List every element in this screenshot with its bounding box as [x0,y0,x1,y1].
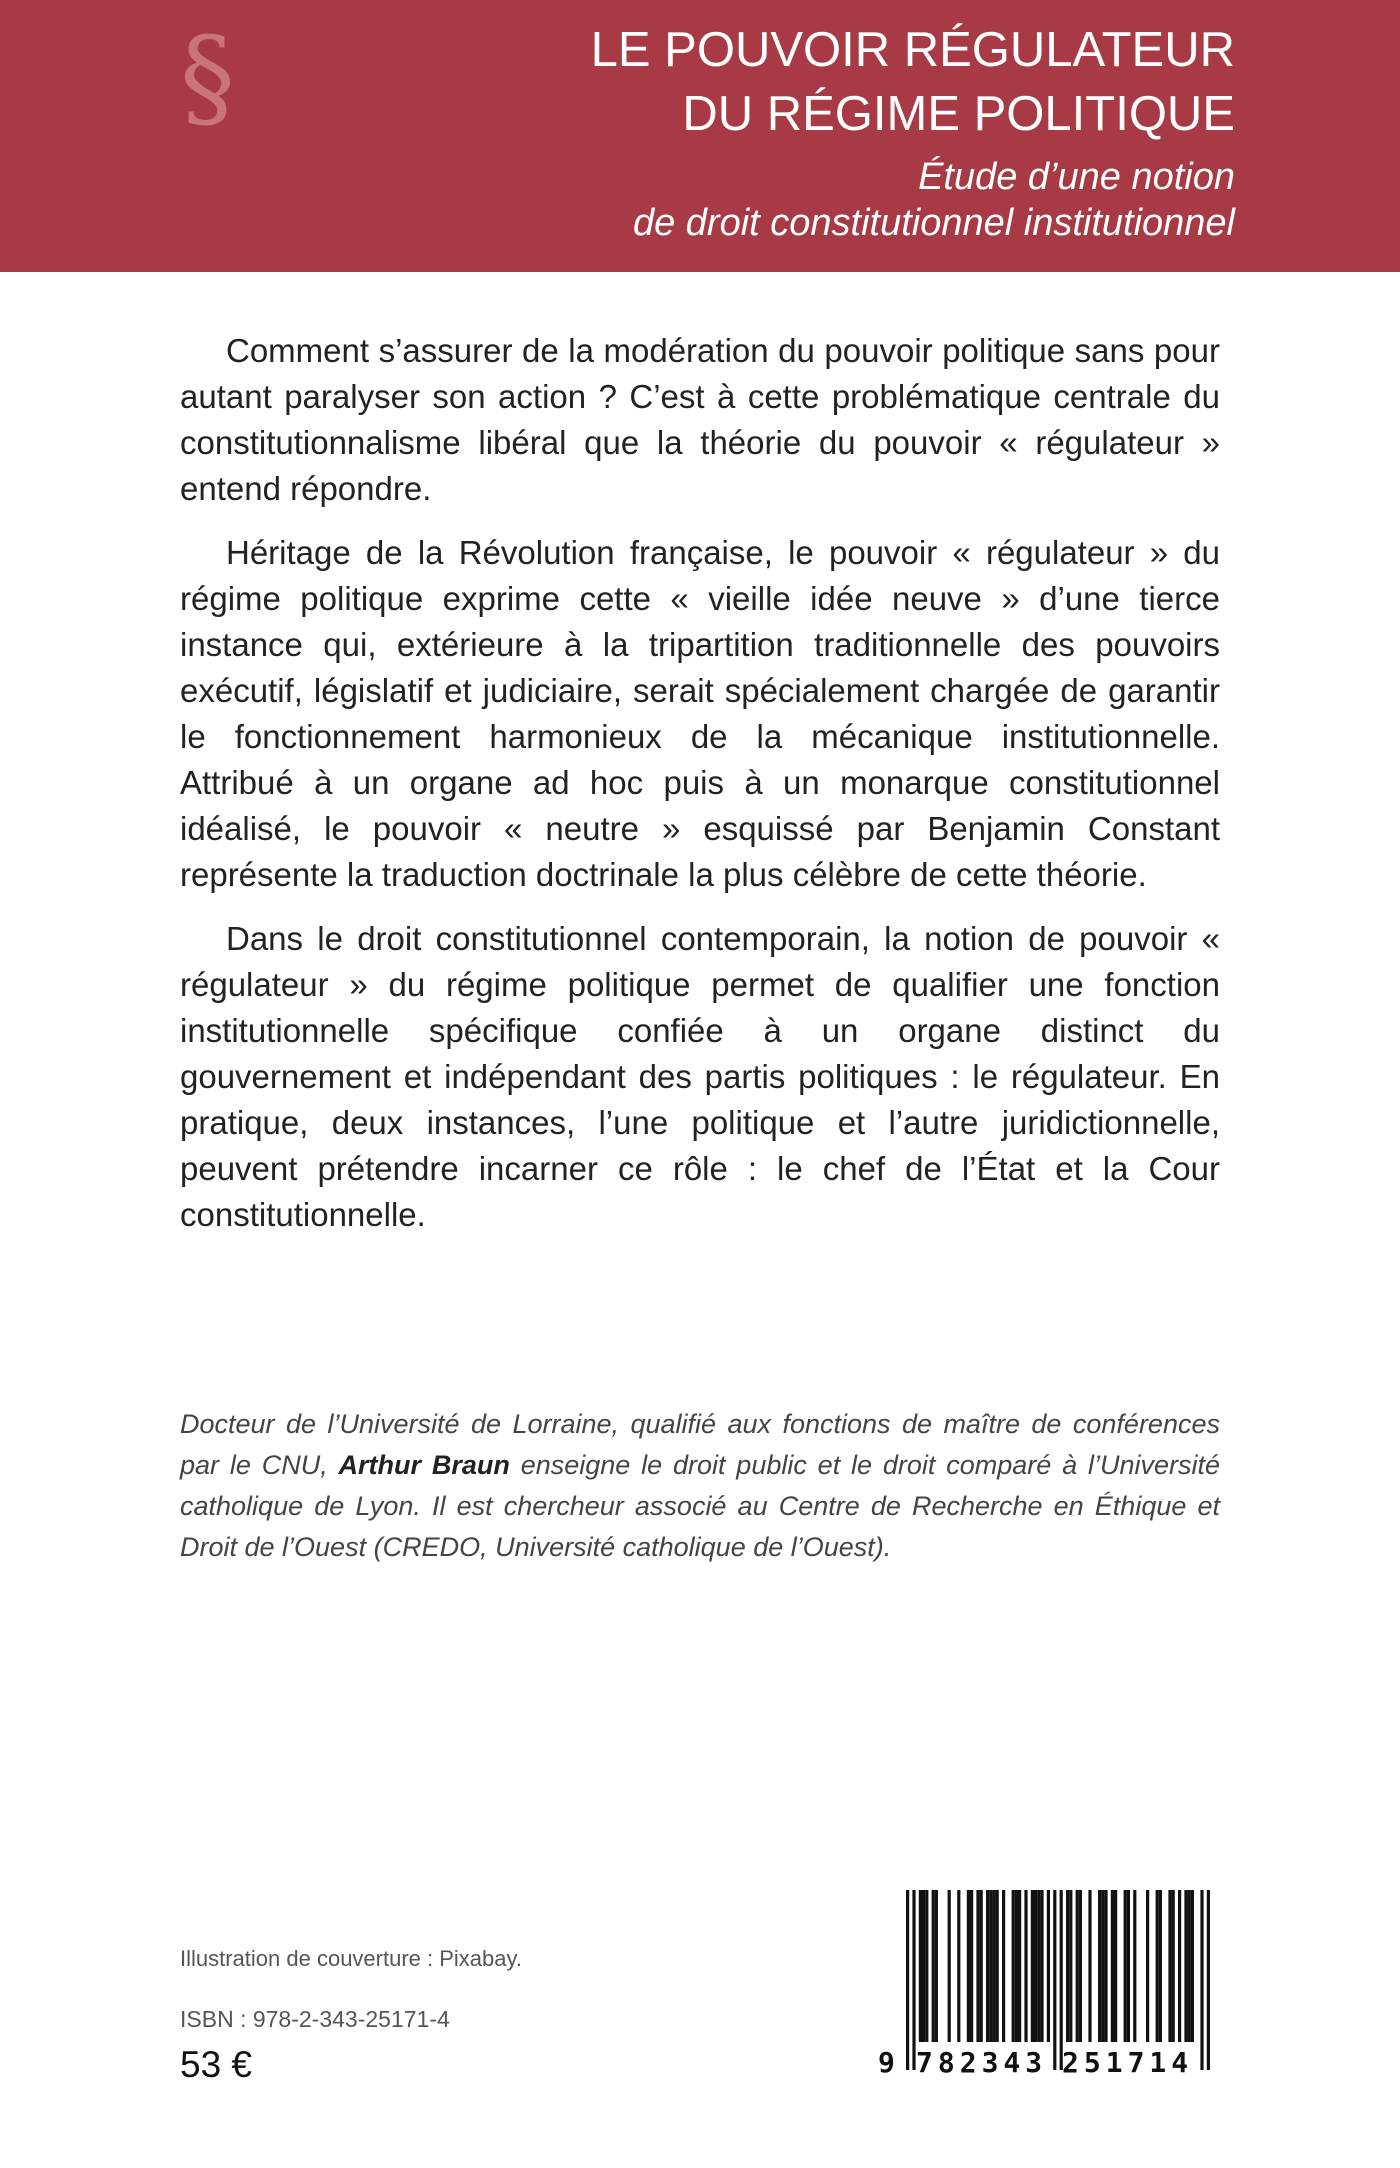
price: 53 € [180,2044,253,2085]
barcode-bar [1079,1890,1082,2042]
barcode-bar [948,1890,951,2042]
book-title-line-2: DU RÉGIME POLITIQUE [682,87,1235,141]
barcode-bar [1018,1890,1021,2042]
barcode-bar [992,1890,995,2042]
barcode-bar [989,1890,992,2042]
barcode-bar [1031,1890,1034,2042]
barcode-bar [1191,1890,1194,2042]
barcode-bar [1012,1890,1015,2042]
barcode-group-1: 782343 [916,2046,1048,2078]
isbn: ISBN : 978-2-343-25171-4 [180,2006,450,2032]
barcode-bar [1159,1890,1162,2042]
barcode-bar [1076,1890,1079,2042]
blurb-paragraph-2: Héritage de la Révolution française, le pouvoir « régulateur » du régime politique exprime cette « vieille idée neuve » d’une tierce instance qui, extérieure à la tripartition traditionnelle des pouvoirs exécutif, législatif et judiciaire, serait spécialement chargée de garantir le fonctionnement harmonieux de la mécanique institutionnelle. Attribué à un organe ad hoc puis à un monarque constitutionnel idéalisé, le pouvoir « neutre » esquissé par Benjamin Constant représente la traduction doctrinale la plus célèbre de cette théorie. [180,534,1220,893]
blurb-paragraph-3: Dans le droit constitutionnel contemporain, la notion de pouvoir « régulateur » du régime politique permet de qualifier une fonction institutionnelle spécifique confiée à un organe distinct du gouvernement et indépendant des partis politiques : le régulateur. En pratique, deux instances, l’une politique et l’autre juridictionnelle, peuvent prétendre incarner ce rôle : le chef de l’État et la Cour constitutionnelle. [180,920,1220,1233]
barcode-bar [1015,1890,1018,2042]
barcode-bar [1178,1890,1181,2042]
barcode [868,1882,1218,2078]
cover-illustration-credit: Illustration de couverture : Pixabay. [180,1946,522,1971]
barcode-bar [1207,1890,1210,2070]
barcode-bar [1040,1890,1043,2042]
barcode-bar [932,1890,935,2042]
barcode-bar [1066,1890,1069,2042]
barcode-bar [1200,1890,1203,2070]
author-name: Arthur Braun [338,1450,510,1480]
barcode-bar [976,1890,979,2042]
barcode-bar [1111,1890,1114,2042]
barcode-bar [986,1890,989,2042]
barcode-bar [1034,1890,1037,2042]
barcode-bar [1060,1890,1063,2070]
barcode-bar [912,1890,915,2070]
barcode-bar [1168,1890,1171,2042]
barcode-bar [980,1890,983,2042]
barcode-bar [1127,1890,1130,2042]
barcode-bar [957,1890,960,2042]
barcode-bar [1069,1890,1072,2042]
blurb-text [180,328,1220,1256]
author-bio-rest: enseigne le droit public et le droit comparé à l’Université catholique de Lyon. Il est chercheur associé au Centre de Recherche en Éthique et Droit de l’Ouest (CREDO, Université catholique de l’Ouest). [180,1450,1220,1562]
barcode-group-2: 251714 [1062,2046,1194,2078]
book-subtitle-line-2: de droit constitutionnel institutionnel [632,202,1235,244]
barcode-bar [1104,1890,1107,2042]
barcode-bar [1047,1890,1050,2042]
book-title-line-1: LE POUVOIR RÉGULATEUR [590,23,1235,77]
title-block [591,18,1235,246]
barcode-bar [1124,1890,1127,2042]
barcode-bar [919,1890,922,2042]
barcode-bar [1101,1890,1104,2042]
barcode-bar [1184,1890,1187,2042]
barcode-bar [906,1890,909,2070]
barcode-bar [1133,1890,1136,2042]
barcode-first-digit: 9 [878,2046,895,2078]
barcode-bar [967,1890,970,2042]
barcode-bar [935,1890,938,2042]
barcode-bar [1146,1890,1149,2042]
author-bio [180,1404,1220,1568]
barcode-bar [1024,1890,1027,2042]
barcode-bar [970,1890,973,2042]
barcode-bar [1172,1890,1175,2042]
barcode-bar [1098,1890,1101,2042]
barcode-bar [925,1890,928,2042]
section-symbol-icon: § [180,13,235,141]
barcode-bar [1114,1890,1117,2042]
author-bio-intro: Docteur de l’Université de Lorraine, qualifié aux fonctions de maître de conférences par le CNU, [180,1409,1220,1480]
barcode-bar [1188,1890,1191,2042]
barcode-bar [1002,1890,1005,2042]
barcode-bar [1156,1890,1159,2042]
header-band [0,0,1400,272]
barcode-bar [922,1890,925,2042]
barcode-bar [1053,1890,1056,2070]
barcode-bar [1088,1890,1091,2042]
barcode-bar [1037,1890,1040,2042]
book-subtitle-line-1: Étude d’une notion [918,156,1235,198]
barcode-bar [996,1890,999,2042]
blurb-paragraph-1: Comment s’assurer de la modération du pouvoir politique sans pour autant paralyser son action ? C’est à cette problématique centrale du constitutionnalisme libéral que la théorie du pouvoir « régulateur » entend répondre. [180,332,1220,507]
